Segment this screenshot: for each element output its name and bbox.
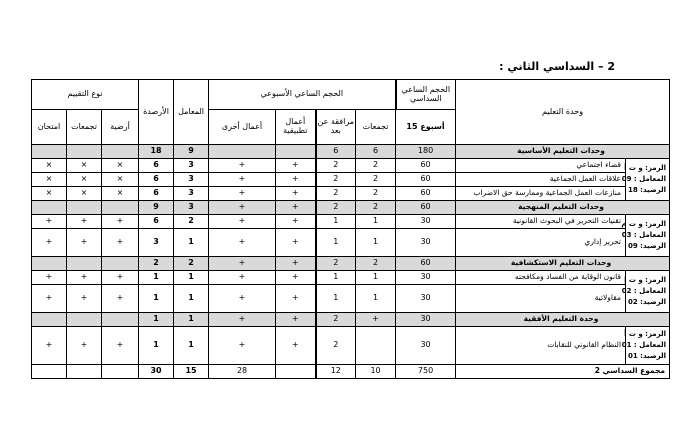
remote-header: مرافقة عن بعد xyxy=(316,110,356,145)
cell-lectures: 2 xyxy=(356,257,396,271)
meetings-header: تجمعات xyxy=(67,110,102,145)
cell-hours: 30 xyxy=(396,313,456,327)
cell-remote: 2 xyxy=(316,159,356,173)
cell-other: + xyxy=(209,271,276,285)
eval-type-header: نوع التقييم xyxy=(32,80,139,110)
cell-platform xyxy=(102,201,139,215)
unit-code-line: الرمز: و ت إ xyxy=(624,275,667,284)
table-row xyxy=(32,285,670,313)
unit-code-cell xyxy=(621,215,670,257)
cell-platform: + xyxy=(102,215,139,229)
table-row xyxy=(32,229,670,257)
table-row xyxy=(32,187,670,201)
unit-code-line: المعامل : 02 xyxy=(621,286,667,295)
cell-platform: + xyxy=(102,285,139,313)
cell-credits: 3 xyxy=(139,229,174,257)
cell-exam: × xyxy=(32,187,67,201)
cell-credits: 18 xyxy=(139,145,174,159)
cell-practical: + xyxy=(276,285,316,313)
cell-lectures: 10 xyxy=(356,365,396,379)
cell-platform: + xyxy=(102,229,139,257)
table-row xyxy=(32,271,670,285)
cell-hours: 30 xyxy=(396,327,456,365)
cell-exam xyxy=(32,313,67,327)
cell-practical: + xyxy=(276,173,316,187)
cell-remote: 1 xyxy=(316,215,356,229)
cell-meetings xyxy=(67,313,102,327)
cell-hours: 30 xyxy=(396,229,456,257)
cell-coef: 2 xyxy=(174,215,209,229)
cell-meetings: + xyxy=(67,215,102,229)
cell-practical: + xyxy=(276,257,316,271)
cell-lectures: 2 xyxy=(356,187,396,201)
cell-other: + xyxy=(209,229,276,257)
cell-coef: 1 xyxy=(174,229,209,257)
cell-unit: مقاولاتية xyxy=(456,285,626,313)
cell-other: + xyxy=(209,187,276,201)
cell-credits: 6 xyxy=(139,187,174,201)
cell-credits: 6 xyxy=(139,173,174,187)
weekly-volume-header: الحجم الساعي الأسبوعي xyxy=(209,80,396,110)
cell-exam xyxy=(32,365,67,379)
cell-coef: 3 xyxy=(174,187,209,201)
cell-coef: 1 xyxy=(174,313,209,327)
cell-hours: 60 xyxy=(396,159,456,173)
cell-platform: + xyxy=(102,271,139,285)
unit-header: وحدة التعليم xyxy=(456,80,670,145)
cell-other: + xyxy=(209,201,276,215)
cell-exam: + xyxy=(32,327,67,365)
cell-practical: + xyxy=(276,201,316,215)
cell-platform xyxy=(102,257,139,271)
cell-credits: 1 xyxy=(139,313,174,327)
cell-credits: 1 xyxy=(139,271,174,285)
cell-lectures: 6 xyxy=(356,145,396,159)
cell-remote: 2 xyxy=(316,257,356,271)
cell-meetings xyxy=(67,201,102,215)
platform-header: أرضية xyxy=(102,110,139,145)
cell-exam: × xyxy=(32,173,67,187)
cell-practical xyxy=(276,145,316,159)
cell-coef: 1 xyxy=(174,327,209,365)
cell-hours: 30 xyxy=(396,285,456,313)
category-row xyxy=(32,257,670,271)
cell-unit: علاقات العمل الجماعية xyxy=(456,173,626,187)
cell-meetings xyxy=(67,145,102,159)
cell-lectures xyxy=(356,327,396,365)
cell-meetings: × xyxy=(67,173,102,187)
cell-platform: + xyxy=(102,327,139,365)
other-header: أعمال أخرى xyxy=(209,110,276,145)
unit-code-cell xyxy=(621,327,670,365)
cell-practical xyxy=(276,365,316,379)
cell-other: + xyxy=(209,173,276,187)
cell-credits: 9 xyxy=(139,201,174,215)
cell-meetings: + xyxy=(67,285,102,313)
cell-coef: 1 xyxy=(174,285,209,313)
cell-coef: 3 xyxy=(174,159,209,173)
cell-other xyxy=(209,145,276,159)
cell-other: + xyxy=(209,257,276,271)
unit-code-cell xyxy=(621,271,670,313)
table-row xyxy=(32,173,670,187)
cell-hours: 180 xyxy=(396,145,456,159)
cell-remote: 1 xyxy=(316,285,356,313)
cell-coef: 3 xyxy=(174,173,209,187)
cell-credits: 6 xyxy=(139,215,174,229)
cell-credits: 2 xyxy=(139,257,174,271)
credits-header: الأرصدة xyxy=(139,80,174,145)
unit-code-line: الرصيد: 09 xyxy=(627,242,667,251)
unit-code-line: المعامل : 03 xyxy=(621,230,667,239)
cell-platform xyxy=(102,365,139,379)
table-row xyxy=(32,215,670,229)
cell-lectures: 1 xyxy=(356,285,396,313)
cell-hours: 30 xyxy=(396,215,456,229)
cell-credits: 6 xyxy=(139,159,174,173)
cell-hours: 60 xyxy=(396,201,456,215)
cell-coef: 3 xyxy=(174,201,209,215)
unit-code-line: الرصيد: 18 xyxy=(627,186,667,195)
cell-meetings: × xyxy=(67,159,102,173)
cell-unit: منازعات العمل الجماعية وممارسة حق الاضراب xyxy=(456,187,626,201)
cell-remote: 6 xyxy=(316,145,356,159)
cell-coef: 15 xyxy=(174,365,209,379)
cell-remote: 2 xyxy=(316,187,356,201)
cell-platform: × xyxy=(102,159,139,173)
cell-hours: 30 xyxy=(396,271,456,285)
cell-remote: 2 xyxy=(316,327,356,365)
cell-exam xyxy=(32,201,67,215)
cell-lectures: 2 xyxy=(356,173,396,187)
cell-meetings: + xyxy=(67,327,102,365)
weeks-header: 15 أسبوع xyxy=(396,110,456,145)
unit-code-line: الرصيد: 02 xyxy=(627,298,667,307)
cell-other: + xyxy=(209,327,276,365)
unit-code-line: الرمز: و ت أ xyxy=(624,163,667,172)
cell-other: + xyxy=(209,159,276,173)
cell-exam: + xyxy=(32,215,67,229)
cell-lectures: 1 xyxy=(356,215,396,229)
cell-exam xyxy=(32,145,67,159)
cell-hours: 60 xyxy=(396,187,456,201)
cell-hours: 750 xyxy=(396,365,456,379)
cell-lectures: + xyxy=(356,313,396,327)
cell-unit: تقنيات التحرير في البحوث القانونية xyxy=(456,215,626,229)
cell-platform xyxy=(102,313,139,327)
cell-hours: 60 xyxy=(396,257,456,271)
cell-remote: 12 xyxy=(316,365,356,379)
cell-unit: تحرير إداري xyxy=(456,229,626,257)
cell-meetings: × xyxy=(67,187,102,201)
total-row xyxy=(32,365,670,379)
curriculum-table xyxy=(31,79,670,379)
cell-credits: 1 xyxy=(139,327,174,365)
cell-lectures: 1 xyxy=(356,229,396,257)
cell-remote: 2 xyxy=(316,313,356,327)
cell-other: + xyxy=(209,313,276,327)
cell-practical: + xyxy=(276,159,316,173)
category-row xyxy=(32,201,670,215)
cell-coef: 1 xyxy=(174,271,209,285)
cell-remote: 1 xyxy=(316,271,356,285)
cell-exam: + xyxy=(32,285,67,313)
category-row xyxy=(32,313,670,327)
cell-meetings: + xyxy=(67,229,102,257)
cell-practical: + xyxy=(276,187,316,201)
cell-unit: النظام القانوني للنقابات xyxy=(456,327,626,365)
cell-platform xyxy=(102,145,139,159)
table-row xyxy=(32,327,670,365)
cell-lectures: 1 xyxy=(356,271,396,285)
cell-lectures: 2 xyxy=(356,201,396,215)
cell-hours: 60 xyxy=(396,173,456,187)
cell-meetings xyxy=(67,365,102,379)
cell-remote: 2 xyxy=(316,173,356,187)
section-heading: 2 – السداسي الثاني : xyxy=(499,60,615,73)
cell-credits: 30 xyxy=(139,365,174,379)
cell-practical: + xyxy=(276,327,316,365)
unit-code-line: الرمز: و ت م xyxy=(621,219,667,228)
unit-code-line: الرمز: و ت أ xyxy=(624,329,667,338)
cell-practical: + xyxy=(276,271,316,285)
hourly-volume-header: الحجم الساعي السداسي xyxy=(396,80,456,110)
cell-unit: وحدة التعليم الأفقية xyxy=(456,313,670,327)
cell-other: 28 xyxy=(209,365,276,379)
cell-practical: + xyxy=(276,215,316,229)
unit-code-line: الرصيد: 01 xyxy=(627,352,667,361)
practical-header: أعمال تطبيقية xyxy=(276,110,316,145)
cell-unit: قانون الوقاية من الفساد ومكافحته xyxy=(456,271,626,285)
cell-exam: + xyxy=(32,271,67,285)
unit-code-line: المعامل : 01 xyxy=(621,340,667,349)
cell-coef: 2 xyxy=(174,257,209,271)
cell-other: + xyxy=(209,215,276,229)
table-row xyxy=(32,159,670,173)
cell-practical: + xyxy=(276,313,316,327)
category-row xyxy=(32,145,670,159)
cell-exam: + xyxy=(32,229,67,257)
cell-coef: 9 xyxy=(174,145,209,159)
cell-credits: 1 xyxy=(139,285,174,313)
cell-lectures: 2 xyxy=(356,159,396,173)
cell-exam: × xyxy=(32,159,67,173)
cell-unit: وحدات التعليم الأساسية xyxy=(456,145,670,159)
cell-meetings: + xyxy=(67,271,102,285)
cell-unit: مجموع السداسي 2 xyxy=(456,365,670,379)
cell-remote: 2 xyxy=(316,201,356,215)
cell-meetings xyxy=(67,257,102,271)
cell-other: + xyxy=(209,285,276,313)
exam-header: امتحان xyxy=(32,110,67,145)
cell-unit: قضاء اجتماعي xyxy=(456,159,626,173)
coef-header: المعامل xyxy=(174,80,209,145)
cell-remote: 1 xyxy=(316,229,356,257)
lectures-header: تجمعات xyxy=(356,110,396,145)
unit-code-cell xyxy=(621,159,670,201)
cell-platform: × xyxy=(102,173,139,187)
cell-unit: وحدات التعليم الاستكشافية xyxy=(456,257,670,271)
cell-practical: + xyxy=(276,229,316,257)
cell-platform: × xyxy=(102,187,139,201)
cell-unit: وحدات التعليم المنهجية xyxy=(456,201,670,215)
unit-code-line: المعامل : 09 xyxy=(621,174,667,183)
cell-exam xyxy=(32,257,67,271)
